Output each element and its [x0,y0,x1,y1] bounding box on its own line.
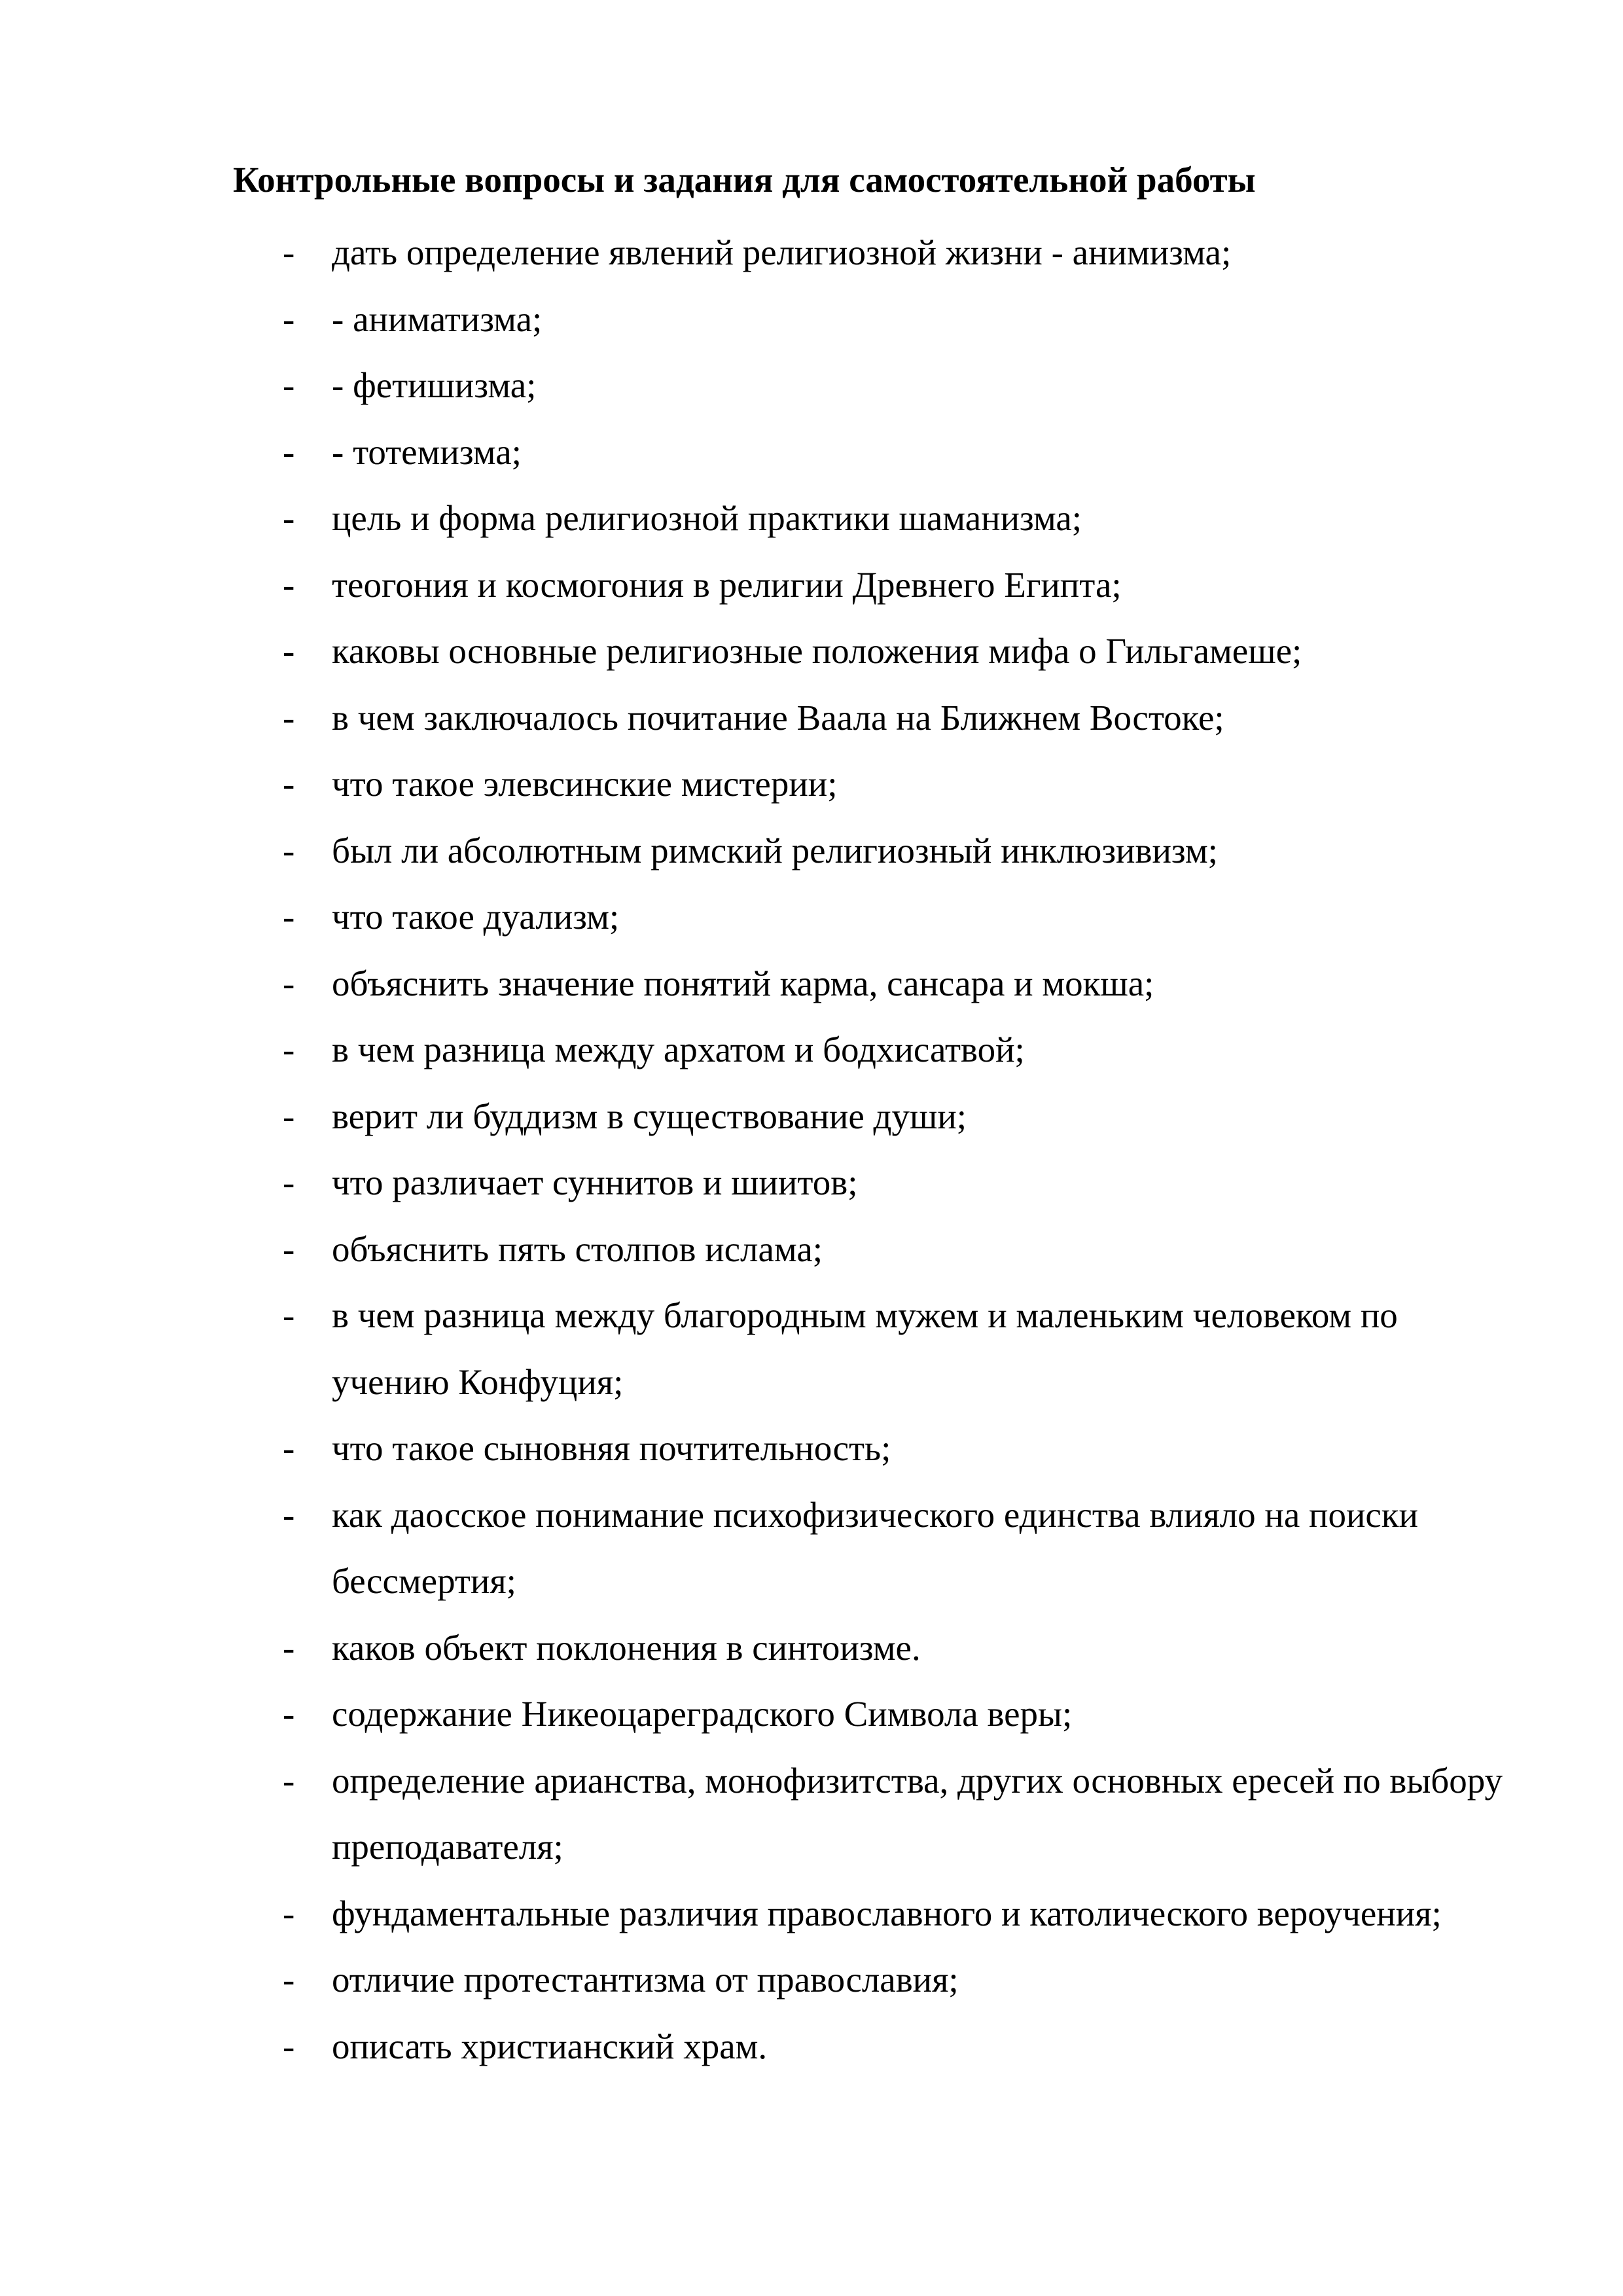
list-item [0,1083,1623,1150]
list-item-text: каков объект поклонения в синтоизме. [332,1627,921,1668]
list-item [0,685,1623,751]
list-item [0,1748,1623,1880]
list-bullet: - [283,1627,295,1668]
list-item-text: как даосское понимание психофизического единства влияло на поиски бессмертия; [332,1494,1418,1601]
list-bullet: - [283,564,295,605]
list-item-text: что такое дуализм; [332,897,620,937]
list-item-text: описать христианский храм. [332,2026,768,2066]
list-bullet: - [283,1096,295,1136]
list-bullet: - [283,498,295,538]
list-bullet: - [283,232,295,272]
list-item-text: в чем разница между архатом и бодхисатвой; [332,1030,1025,1069]
list-bullet: - [283,1295,295,1335]
list-bullet: - [283,1428,295,1468]
list-item-text: каковы основные религиозные положения мифа о Гильгамеше; [332,631,1302,671]
list-item [0,817,1623,884]
list-item [0,1880,1623,1947]
list-item-text: фундаментальные различия православного и католического вероучения; [332,1893,1442,1933]
list-item-text: что такое элевсинские мистерии; [332,764,838,804]
list-bullet: - [283,2026,295,2066]
list-item-text: дать определение явлений религиозной жизни - анимизма; [332,232,1232,272]
list-item-text: объяснить значение понятий карма, сансара и мокша; [332,963,1154,1003]
list-bullet: - [283,897,295,937]
list-item-text: - фетишизма; [332,365,537,405]
list-bullet: - [283,298,295,339]
list-bullet: - [283,963,295,1003]
list-item-text: цель и форма религиозной практики шаманизма; [332,498,1082,538]
list-item [0,485,1623,552]
list-item [0,1946,1623,2013]
list-item [0,1216,1623,1283]
list-bullet: - [283,1893,295,1933]
list-item-text: что различает суннитов и шиитов; [332,1162,858,1202]
list-item [0,1615,1623,1681]
list-item-text: в чем заключалось почитание Ваала на Ближнем Востоке; [332,697,1224,738]
list-bullet: - [283,1960,295,2000]
list-item [0,1149,1623,1216]
list-bullet: - [283,1694,295,1734]
list-item [0,618,1623,685]
list-bullet: - [283,1162,295,1202]
questions-list [0,219,1623,2079]
list-bullet: - [283,1494,295,1535]
list-item [0,286,1623,353]
list-item-text: что такое сыновняя почтительность; [332,1428,891,1468]
list-item-text: отличие протестантизма от православия; [332,1960,959,2000]
list-item-text: объяснить пять столпов ислама; [332,1229,823,1269]
list-bullet: - [283,431,295,472]
list-item-text: теогония и космогония в религии Древнего Египта; [332,564,1122,605]
list-item [0,1282,1623,1415]
list-item-text: в чем разница между благородным мужем и маленьким человеком по учению Конфуция; [332,1295,1398,1402]
list-item [0,751,1623,817]
list-item [0,352,1623,419]
list-bullet: - [283,764,295,804]
list-bullet: - [283,1760,295,1801]
list-item [0,1415,1623,1482]
list-bullet: - [283,631,295,671]
list-item-text: содержание Никеоцареградского Символа веры; [332,1694,1073,1734]
list-item [0,552,1623,619]
list-item-text: - тотемизма; [332,431,522,472]
list-item [0,219,1623,286]
list-item [0,1681,1623,1748]
list-item-text: был ли абсолютным римский религиозный инклюзивизм; [332,830,1218,870]
list-item-text: определение арианства, монофизитства, других основных ересей по выбору преподавателя; [332,1760,1503,1867]
list-bullet: - [283,365,295,405]
list-item [0,419,1623,486]
list-item [0,2013,1623,2080]
document-title: Контрольные вопросы и задания для самостоятельной работы [233,160,1256,200]
list-bullet: - [283,830,295,870]
list-bullet: - [283,697,295,738]
list-item-text: верит ли буддизм в существование души; [332,1096,967,1136]
list-item-text: - аниматизма; [332,298,543,339]
list-bullet: - [283,1229,295,1269]
list-bullet: - [283,1030,295,1069]
list-item [0,950,1623,1017]
list-item [0,1482,1623,1615]
list-item [0,1016,1623,1083]
list-item [0,884,1623,950]
